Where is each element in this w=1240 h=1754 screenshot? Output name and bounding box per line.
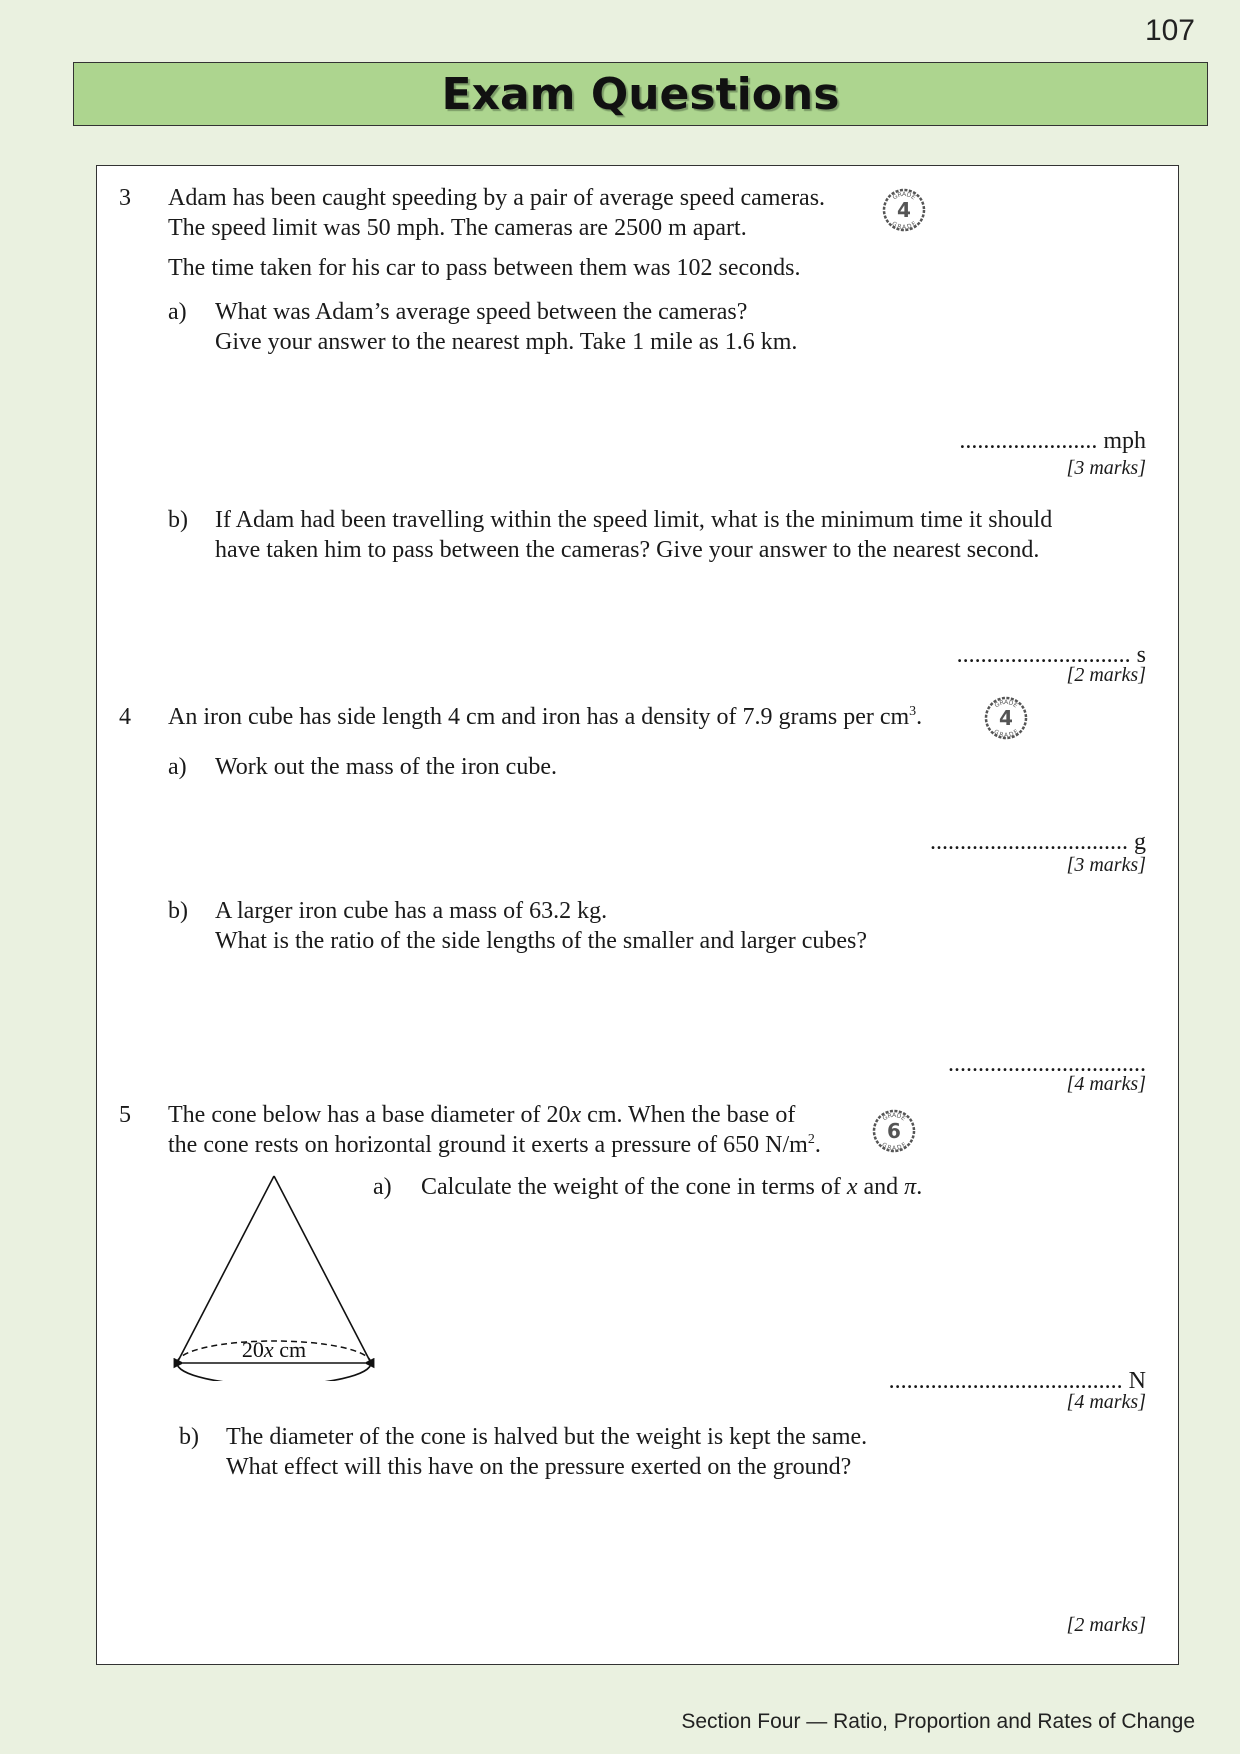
question-text: What is the ratio of the side lengths of the smaller and larger cubes? <box>215 928 868 954</box>
question-text: Calculate the weight of the cone in terms of x and π. <box>421 1174 923 1200</box>
question-text: Give your answer to the nearest mph. Take 1 mile as 1.6 km. <box>215 329 798 355</box>
part-label: b) <box>168 507 188 533</box>
grade-badge-icon <box>881 187 927 233</box>
title-banner <box>73 62 1208 126</box>
svg-text:GRADE: GRADE <box>992 728 1020 740</box>
question-text: The speed limit was 50 mph. The cameras are 2500 m apart. <box>168 215 747 241</box>
page-title: Exam Questions <box>441 68 840 120</box>
part-label: a) <box>168 754 187 780</box>
question-text: Adam has been caught speeding by a pair of average speed cameras. <box>168 185 826 211</box>
part-label: a) <box>373 1174 392 1200</box>
question-number: 3 <box>119 185 131 211</box>
answer-line: ................................. <box>948 1051 1146 1077</box>
marks-label: [2 marks] <box>1066 664 1146 686</box>
question-text: The cone below has a base diameter of 20x cm. When the base of <box>168 1102 796 1128</box>
svg-text:6: 6 <box>887 1119 901 1143</box>
section-footer: Section Four — Ratio, Proportion and Rates of Change <box>681 1710 1195 1733</box>
diameter-label: 20x cm <box>241 1337 307 1362</box>
question-text: What effect will this have on the pressure exerted on the ground? <box>226 1454 852 1480</box>
question-text: The time taken for his car to pass between them was 102 seconds. <box>168 255 801 281</box>
svg-text:GRADE: GRADE <box>891 190 917 202</box>
question-text: Work out the mass of the iron cube. <box>215 754 557 780</box>
marks-label: [2 marks] <box>1066 1614 1146 1636</box>
answer-line: ............................. s <box>956 642 1146 668</box>
marks-label: [4 marks] <box>1066 1391 1146 1413</box>
svg-text:4: 4 <box>897 198 911 222</box>
answer-line: ....................................... N <box>888 1368 1146 1394</box>
question-text: The diameter of the cone is halved but the weight is kept the same. <box>226 1424 868 1450</box>
part-label: b) <box>168 898 188 924</box>
question-text: If Adam had been travelling within the speed limit, what is the minimum time it should <box>215 507 1053 533</box>
answer-line: ................................. g <box>930 829 1146 855</box>
svg-text:4: 4 <box>999 706 1013 730</box>
svg-text:GRADE: GRADE <box>880 1141 908 1153</box>
part-label: a) <box>168 299 187 325</box>
cone-base-front <box>177 1363 371 1381</box>
question-text: What was Adam’s average speed between the cameras? <box>215 299 748 325</box>
marks-label: [3 marks] <box>1066 457 1146 479</box>
page-number: 107 <box>1144 14 1195 47</box>
part-label: b) <box>179 1424 199 1450</box>
svg-text:GRADE: GRADE <box>881 1111 907 1123</box>
cone-side-left <box>177 1176 274 1363</box>
question-text: have taken him to pass between the cameras? Give your answer to the nearest second. <box>215 537 1040 563</box>
grade-badge-icon <box>983 695 1029 741</box>
cone-side-right <box>274 1176 371 1363</box>
question-text: A larger iron cube has a mass of 63.2 kg. <box>215 898 608 924</box>
marks-label: [4 marks] <box>1066 1073 1146 1095</box>
svg-text:GRADE: GRADE <box>890 220 918 232</box>
marks-label: [3 marks] <box>1066 854 1146 876</box>
question-number: 4 <box>119 704 131 730</box>
question-text: An iron cube has side length 4 cm and iron has a density of 7.9 grams per $cm^3$. <box>168 704 923 730</box>
question-number: 5 <box>119 1102 131 1128</box>
questions-panel <box>96 165 1179 1665</box>
grade-badge-icon <box>871 1108 917 1154</box>
cone-diagram <box>157 1171 377 1381</box>
svg-text:GRADE: GRADE <box>993 698 1019 710</box>
question-text: the cone rests on horizontal ground it exerts a pressure of 650 $N/m^2$. <box>168 1132 821 1158</box>
answer-line: ....................... mph <box>959 428 1146 454</box>
